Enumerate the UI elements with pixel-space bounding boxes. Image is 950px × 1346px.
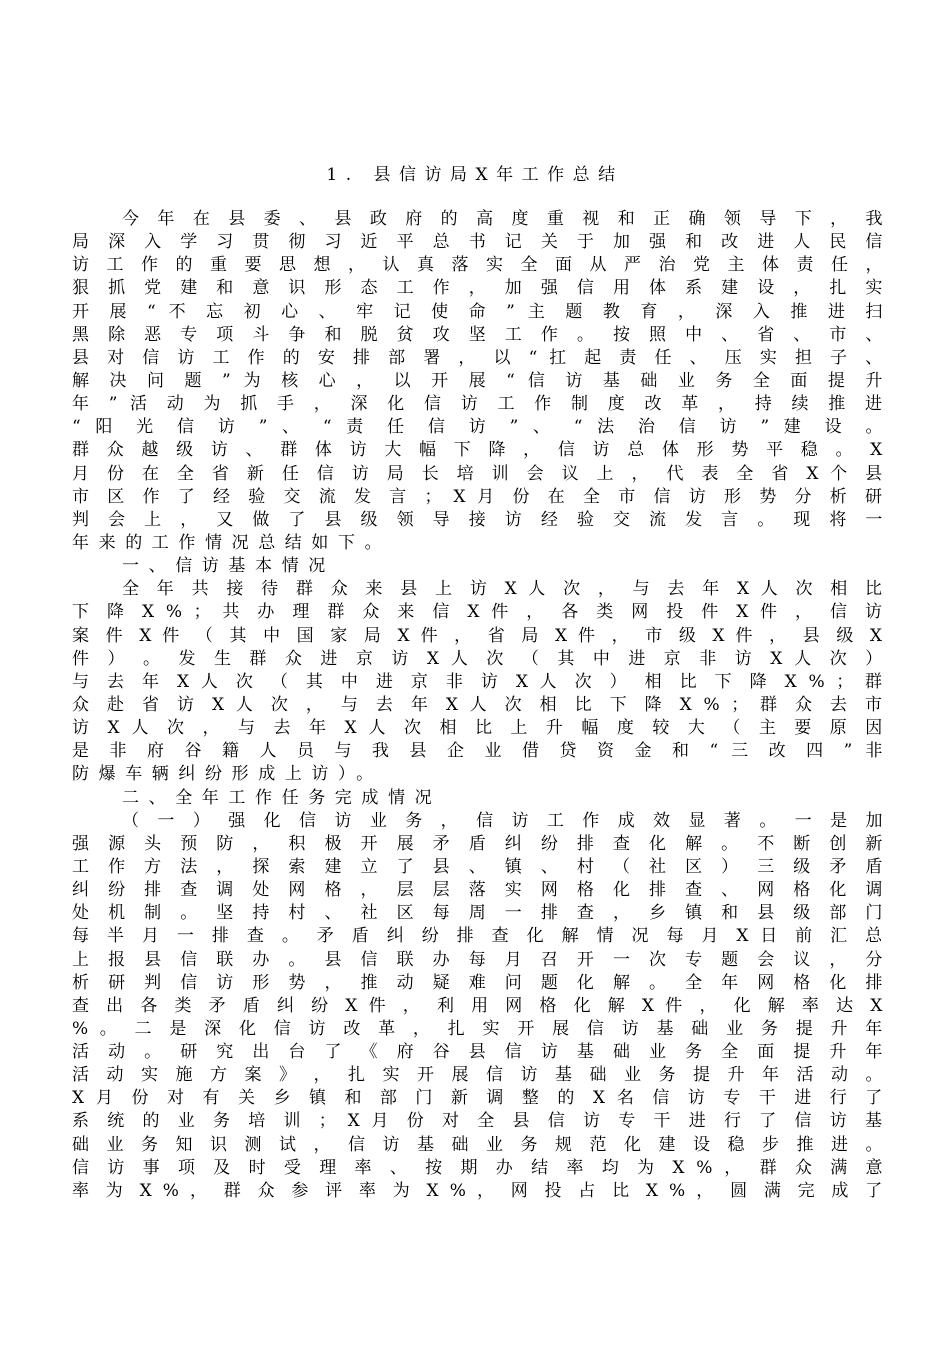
paragraph-line: 工 作 方 法 ， 探 索 建 立 了 县 、 镇 、 村 （ 社 区 ） 三 级 矛 盾 (72, 856, 883, 877)
paragraph-line: 是 非 府 谷 籍 人 员 与 我 县 企 业 借 贷 资 金 和 “ 三 改 四 ” 非 (72, 741, 883, 762)
document-title: 1. 县信访局X年工作总结 (326, 165, 624, 185)
section-heading: 一、信访基本情况 (122, 556, 335, 577)
paragraph-line: 活 动 。 研 究 出 台 了 《 府 谷 县 信 访 基 础 业 务 全 面 提 升 年 (72, 1042, 883, 1063)
paragraph-line: 市 区 作 了 经 验 交 流 发 言 ； X 月 份 在 全 市 信 访 形 势 分 析 研 (72, 486, 883, 507)
paragraph-line: 众 赴 省 访 X 人 次 ， 与 去 年 X 人 次 相 比 下 降 X % ； 群 众 去 市 (72, 694, 882, 715)
paragraph-line: 查 出 各 类 矛 盾 纠 纷 X 件 ， 利 用 网 格 化 解 X 件 ， 化 解 率 达 X (72, 995, 883, 1016)
paragraph-line: 强 源 头 预 防 ， 积 极 开 展 矛 盾 纠 纷 排 查 化 解 。 不 断 创 新 (72, 833, 883, 854)
document-body (72, 208, 882, 1203)
paragraph-line: 活 动 实 施 方 案 》 ， 扎 实 开 展 信 访 基 础 业 务 提 升 年 活 动 。 (72, 1065, 883, 1086)
paragraph-line: 础 业 务 知 识 测 试 ， 信 访 基 础 业 务 规 范 化 建 设 稳 步 推 进 。 (72, 1134, 883, 1155)
paragraph-line: 系 统 的 业 务 培 训 ； X 月 份 对 全 县 信 访 专 干 进 行 了 信 访 基 (72, 1111, 883, 1132)
paragraph-line: 信 访 事 项 及 时 受 理 率 、 按 期 办 结 率 均 为 X % ， 群 众 满 意 (72, 1157, 883, 1178)
paragraph-line: 解 决 问 题 ” 为 核 心 ， 以 开 展 “ 信 访 基 础 业 务 全 面 提 升 (72, 370, 883, 391)
paragraph-line: 全 年 共 接 待 群 众 来 县 上 访 X 人 次 ， 与 去 年 X 人 次 相 比 (122, 579, 883, 600)
paragraph-line: 每 半 月 一 排 查 。 矛 盾 纠 纷 排 查 化 解 情 况 每 月 X 日 前 汇 总 (72, 926, 883, 947)
paragraph-line: （ 一 ） 强 化 信 访 业 务 ， 信 访 工 作 成 效 显 著 。 一 是 加 (122, 810, 883, 831)
paragraph-line: 县 对 信 访 工 作 的 安 排 部 署 ， 以 “ 扛 起 责 任 、 压 实 担 子 、 (72, 347, 883, 368)
paragraph-line: % 。 二 是 深 化 信 访 改 革 ， 扎 实 开 展 信 访 基 础 业 务 提 升 年 (72, 1018, 883, 1039)
paragraph-line: 纠 纷 排 查 调 处 网 格 ， 层 层 落 实 网 格 化 排 查 、 网 格 化 调 (72, 880, 883, 901)
paragraph-line: 率 为 X % ， 群 众 参 评 率 为 X % ， 网 投 占 比 X % ， 圆 满 完 成 了 (72, 1180, 883, 1201)
paragraph-line: 防爆车辆纠纷形成上访）。 (72, 764, 383, 785)
paragraph-line: 判 会 上 ， 又 做 了 县 级 领 导 接 访 经 验 交 流 发 言 。 现 将 一 (72, 509, 883, 530)
paragraph-line: 析 研 判 信 访 形 势 ， 推 动 疑 难 问 题 化 解 。 全 年 网 格 化 排 (72, 972, 883, 993)
paragraph-line: 月 份 在 全 省 新 任 信 访 局 长 培 训 会 议 上 ， 代 表 全 省 X 个 县 (72, 463, 883, 484)
paragraph-line: 件 ） 。 发 生 群 众 进 京 访 X 人 次 （ 其 中 进 京 非 访 X 人 次 ） (72, 648, 883, 669)
paragraph-line: 访 工 作 的 重 要 思 想 ， 认 真 落 实 全 面 从 严 治 党 主 体 责 任 ， (72, 255, 883, 276)
paragraph-line: 上 报 县 信 联 办 。 县 信 联 办 每 月 召 开 一 次 专 题 会 议 ， 分 (72, 949, 883, 970)
paragraph-line: 案 件 X 件 （ 其 中 国 家 局 X 件 ， 省 局 X 件 ， 市 级 X 件 ， 县 级 X (72, 625, 883, 646)
paragraph-line: 狠 抓 党 建 和 意 识 形 态 工 作 ， 加 强 信 用 体 系 建 设 ， 扎 实 (72, 278, 883, 299)
paragraph-line: X 月 份 对 有 关 乡 镇 和 部 门 新 调 整 的 X 名 信 访 专 干 进 行 了 (72, 1088, 883, 1109)
paragraph-line: 与 去 年 X 人 次 （ 其 中 进 京 非 访 X 人 次 ） 相 比 下 降 X % ； 群 (72, 671, 882, 692)
paragraph-line: 局 深 入 学 习 贯 彻 习 近 平 总 书 记 关 于 加 强 和 改 进 人 民 信 (72, 232, 883, 253)
paragraph-line: “ 阳 光 信 访 ” 、 “ 责 任 信 访 ” 、 “ 法 治 信 访 ” 建 设 。 (72, 417, 883, 438)
paragraph-line: 黑 除 恶 专 项 斗 争 和 脱 贫 攻 坚 工 作 。 按 照 中 、 省 、 市 、 (72, 324, 883, 345)
paragraph-line: 今 年 在 县 委 、 县 政 府 的 高 度 重 视 和 正 确 领 导 下 ， 我 (122, 209, 883, 229)
paragraph-line: 群 众 越 级 访 、 群 体 访 大 幅 下 降 ， 信 访 总 体 形 势 平 稳 。 X (72, 440, 883, 461)
paragraph-line: 年 ” 活 动 为 抓 手 ， 深 化 信 访 工 作 制 度 改 革 ， 持 续 推 进 (72, 394, 883, 415)
paragraph-line: 访 X 人 次 ， 与 去 年 X 人 次 相 比 上 升 幅 度 较 大 （ 主 要 原 因 (72, 718, 883, 739)
paragraph-line: 处 机 制 。 坚 持 村 、 社 区 每 周 一 排 查 ， 乡 镇 和 县 级 部 门 (72, 903, 883, 924)
paragraph-line: 下 降 X % ； 共 办 理 群 众 来 信 X 件 ， 各 类 网 投 件 X 件 ， 信 访 (72, 602, 882, 623)
section-heading: 二、全年工作任务完成情况 (122, 787, 442, 808)
paragraph-line: 年来的工作情况总结如下。 (72, 532, 392, 553)
paragraph-line: 开 展 “ 不 忘 初 心 、 牢 记 使 命 ” 主 题 教 育 ， 深 入 推 进 扫 (72, 301, 883, 322)
